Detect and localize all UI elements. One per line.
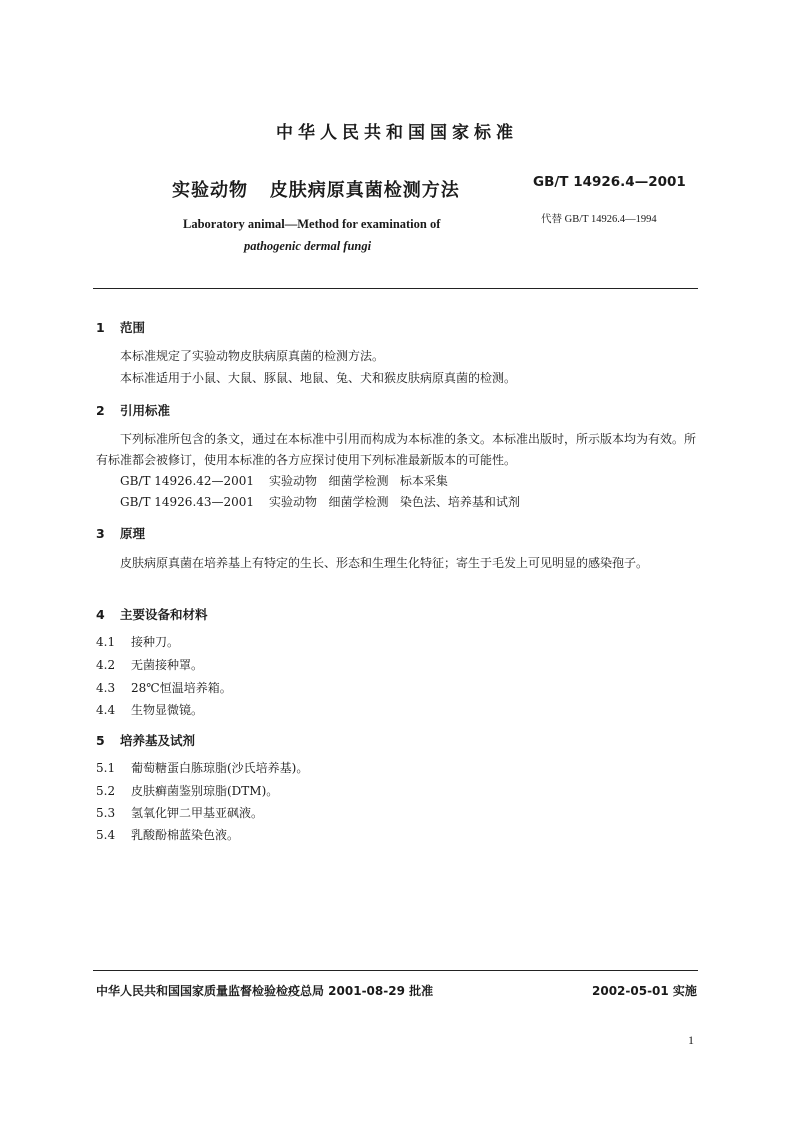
list-item: [96, 804, 263, 821]
approval-statement: 中华人民共和国国家质量监督检验检疫总局 2001-08-29 批准: [96, 984, 434, 998]
list-item: [96, 679, 232, 696]
section-5-heading: [96, 731, 195, 749]
list-item: [96, 826, 239, 843]
standard-title-en-line2: pathogenic dermal fungi: [244, 239, 372, 253]
item-number: 5.4: [96, 828, 116, 842]
section-2-paragraph-1: 下列标准所包含的条文，通过在本标准中引用而构成为本标准的条文。本标准出版时，所示版本均为有效。所有标准都会被修订，使用本标准的各方应探讨使用下列标准最新版本的可能性。: [96, 432, 697, 467]
item-text: 生物显微镜。: [131, 703, 204, 717]
section-number: 1: [96, 320, 105, 335]
standard-title-cn: 实验动物 皮肤病原真菌检测方法: [172, 180, 460, 201]
list-item: [96, 782, 278, 799]
national-standard-heading: 中华人民共和国国家标准: [276, 123, 518, 143]
item-text: 接种刀。: [131, 635, 180, 649]
item-text: 葡萄糖蛋白胨琼脂(沙氏培养基)。: [131, 761, 309, 775]
page-number: 1: [688, 1033, 694, 1047]
section-number: 4: [96, 607, 105, 622]
reference-item: [120, 492, 520, 512]
reference-name: 实验动物 细菌学检测 标本采集: [269, 474, 448, 488]
section-title: 培养基及试剂: [120, 733, 196, 748]
section-number: 5: [96, 733, 105, 748]
item-text: 皮肤癣菌鉴别琼脂(DTM)。: [131, 784, 279, 798]
section-title: 原理: [120, 526, 146, 541]
item-number: 4.4: [96, 703, 116, 717]
section-1-paragraph-2: 本标准适用于小鼠、大鼠、豚鼠、地鼠、兔、犬和猴皮肤病原真菌的检测。: [120, 371, 517, 385]
section-number: 2: [96, 403, 105, 418]
list-item: [96, 633, 179, 650]
section-number: 3: [96, 526, 105, 541]
section-title: 引用标准: [120, 403, 171, 418]
reference-code: GB/T 14926.43—2001: [120, 495, 255, 509]
item-text: 氢氧化钾二甲基亚砜液。: [131, 806, 264, 820]
item-number: 5.2: [96, 784, 116, 798]
replaces-standard: 代替 GB/T 14926.4—1994: [541, 214, 657, 225]
implementation-date: 2002-05-01 实施: [592, 984, 697, 998]
reference-code: GB/T 14926.42—2001: [120, 474, 255, 488]
section-4-heading: [96, 605, 208, 623]
item-text: 乳酸酚棉蓝染色液。: [131, 828, 240, 842]
item-text: 28℃恒温培养箱。: [131, 681, 232, 695]
section-3-paragraph-1: 皮肤病原真菌在培养基上有特定的生长、形态和生理生化特征；寄生于毛发上可见明显的感染孢子。: [120, 556, 649, 570]
item-text: 无菌接种罩。: [131, 658, 204, 672]
footer-divider: [93, 970, 698, 971]
list-item: [96, 656, 203, 673]
item-number: 4.2: [96, 658, 116, 672]
header-divider: [93, 288, 698, 289]
item-number: 5.1: [96, 761, 116, 775]
list-item: [96, 701, 203, 718]
reference-item: [120, 471, 448, 491]
section-title: 主要设备和材料: [120, 607, 208, 622]
item-number: 5.3: [96, 806, 116, 820]
item-number: 4.3: [96, 681, 116, 695]
section-title: 范围: [120, 320, 146, 335]
list-item: [96, 759, 308, 776]
section-1-paragraph-1: 本标准规定了实验动物皮肤病原真菌的检测方法。: [120, 349, 385, 363]
reference-name: 实验动物 细菌学检测 染色法、培养基和试剂: [269, 495, 520, 509]
section-3-heading: [96, 524, 145, 542]
standard-number: GB/T 14926.4—2001: [533, 174, 686, 190]
section-1-heading: [96, 318, 145, 336]
standard-title-en-line1: Laboratory animal—Method for examination of: [183, 217, 441, 231]
item-number: 4.1: [96, 635, 116, 649]
section-2-heading: [96, 401, 170, 419]
